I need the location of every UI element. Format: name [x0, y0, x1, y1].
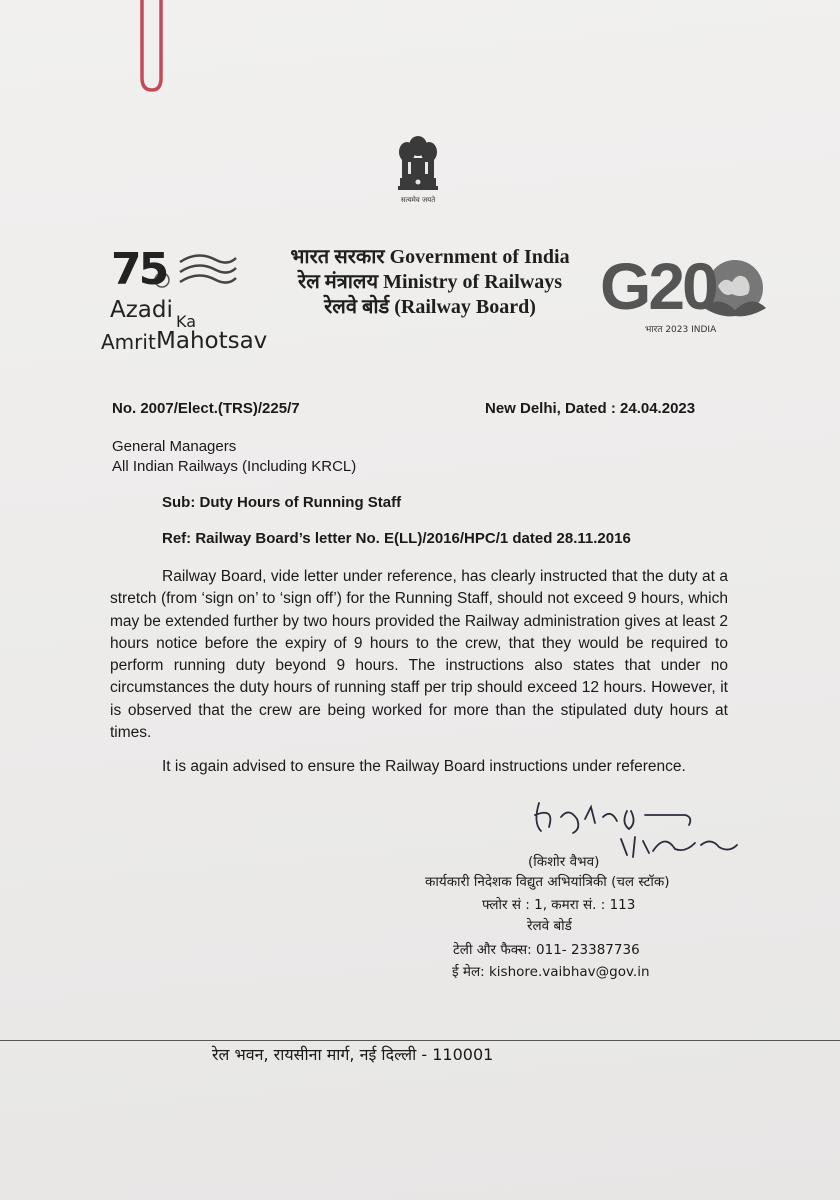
signatory-designation: कार्यकारी निदेशक विद्युत अभियांत्रिकी (चल स्टॉक) [425, 874, 670, 890]
footer-address: रेल भवन, रायसीना मार्ग, नई दिल्ली - 110001 [212, 1045, 494, 1064]
body-paragraph: Railway Board, vide letter under reference, has clearly instructed that the duty at a stretch (from ‘sign on’ to ‘sign off’) for the Running Staff, should not exceed 9 hours, which may be extended further by two hours provided the Railway administration gives at least 2 hours notice before the expiry of 9 hours to the crew, that they would be required to perform running duty beyond 9 hours. The instructions also states that under no circumstances the duty hours of running staff per trip should exceed 12 hours. However, it is observed that the crew are being worked for more than the stipulated duty hours at times. [110, 568, 728, 742]
addressee-line: General Managers [112, 438, 237, 455]
header-line-ministry: रेल मंत्रालय Ministry of Railways [298, 271, 562, 293]
footer-divider [0, 1040, 840, 1041]
paperclip [128, 0, 173, 95]
letter-subject: Sub: Duty Hours of Running Staff [162, 494, 402, 511]
azadi-logo-mahotsav: Mahotsav [156, 328, 268, 354]
azadi-logo-ka: Ka [176, 312, 197, 331]
letter-number: No. 2007/Elect.(TRS)/225/7 [112, 400, 300, 417]
g20-logo-subtext: भारत 2023 INDIA [645, 325, 717, 335]
header-line-railway-board: रेलवे बोर्ड (Railway Board) [324, 296, 536, 318]
g20-logo-text: G20 [600, 249, 716, 323]
signatory-name: (किशोर वैभव) [528, 854, 600, 870]
emblem-motto: सत्यमेव जयते [400, 196, 436, 204]
signatory-email: ई मेल: kishore.vaibhav@gov.in [452, 964, 650, 980]
letter-place-date: New Delhi, Dated : 24.04.2023 [485, 400, 696, 417]
signatory-floor-room: फ्लोर सं : 1, कमरा सं. : 113 [482, 897, 636, 913]
signatory-phone: टेली और फैक्स: 011- 23387736 [453, 942, 640, 958]
letter-reference: Ref: Railway Board’s letter No. E(LL)/2016/HPC/1 dated 28.11.2016 [162, 530, 631, 547]
addressee-line: All Indian Railways (Including KRCL) [112, 458, 357, 475]
azadi-logo-number: 75 [111, 244, 167, 295]
header-line-government: भारत सरकार Government of India [290, 246, 570, 268]
azadi-logo-amrit: Amrit [101, 330, 156, 354]
body-paragraph: It is again advised to ensure the Railway Board instructions under reference. [162, 758, 686, 775]
signatory-office: रेलवे बोर्ड [527, 918, 572, 934]
azadi-logo-word: Azadi [110, 297, 173, 323]
